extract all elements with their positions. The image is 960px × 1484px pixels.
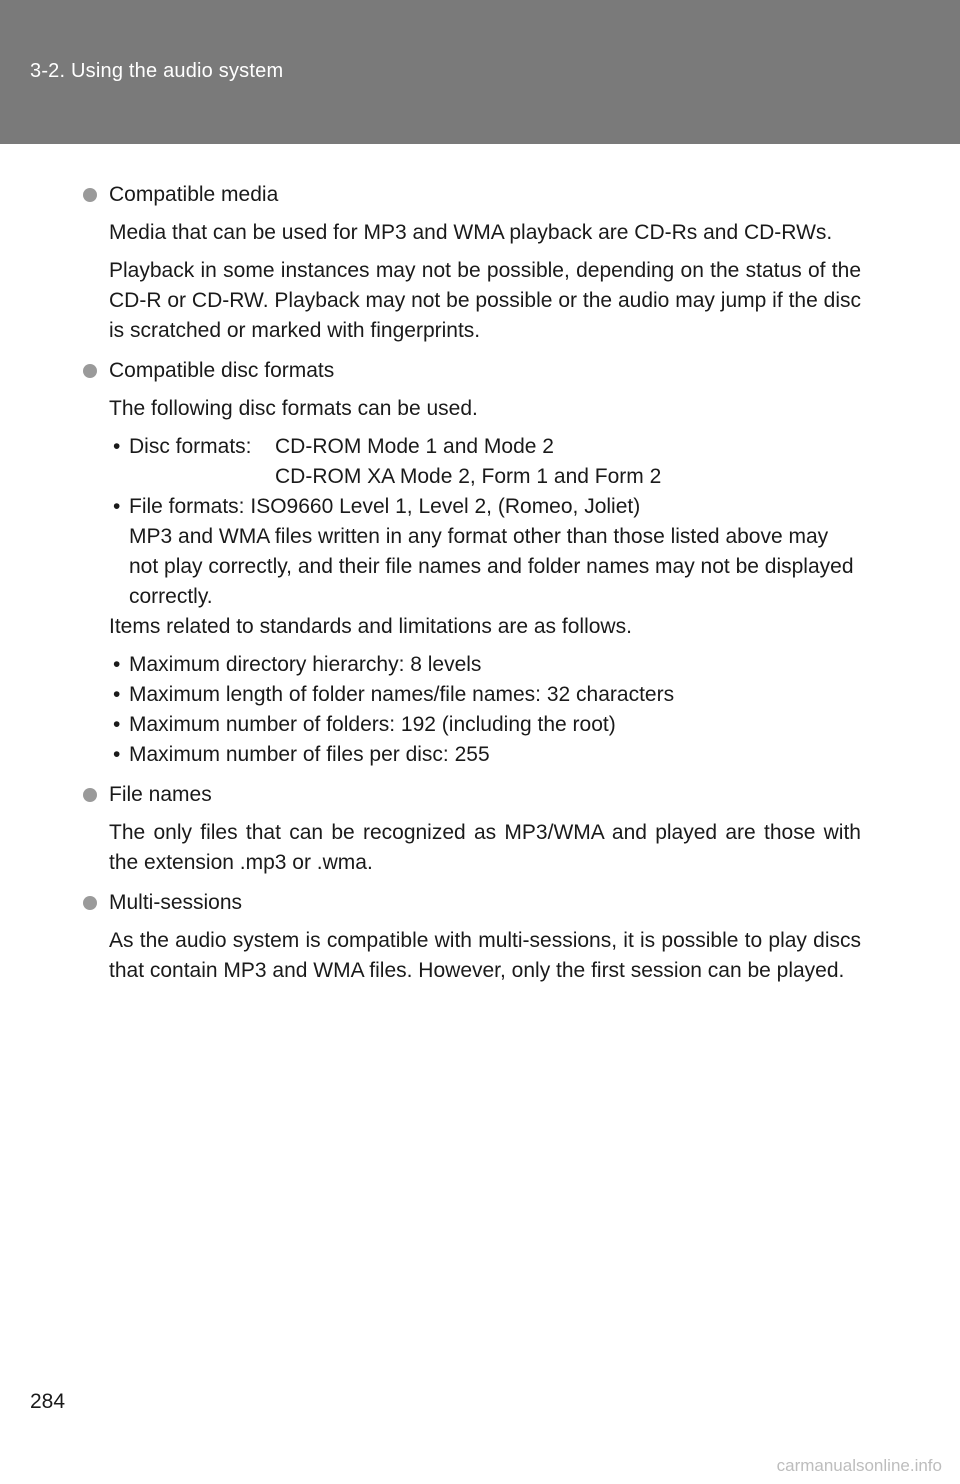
heading-text: File names — [109, 783, 212, 806]
limit-text: Maximum length of folder names/file names: 32 characters — [129, 683, 675, 706]
header-bar — [0, 0, 960, 144]
disc-formats-label: Disc formats: — [129, 435, 252, 458]
list-item — [109, 650, 861, 680]
section-compatible-disc-formats — [83, 356, 861, 770]
paragraph: Media that can be used for MP3 and WMA playback are CD-Rs and CD-RWs. — [109, 221, 833, 244]
heading-text: Compatible media — [109, 183, 279, 206]
disc-formats-value — [275, 432, 661, 492]
bullet-dot-icon — [83, 188, 97, 202]
list-item — [109, 680, 861, 710]
paragraph: Playback in some instances may not be possible, depending on the status of the CD-R or CD-RW. Playback may not be possible or the audio may jump if the disc is scratched or marked with fingerprints. — [109, 259, 861, 342]
file-formats-note: MP3 and WMA files written in any format other than those listed above may not play correctly, and their file names and folder names may not be displayed correctly. — [129, 525, 854, 608]
section-compatible-media — [83, 180, 861, 346]
heading-text: Compatible disc formats — [109, 359, 335, 382]
list-item — [109, 740, 861, 770]
list-bullet: • — [113, 743, 121, 766]
section-multi-sessions — [83, 888, 861, 986]
list-item — [109, 710, 861, 740]
limits-list — [109, 650, 861, 770]
list-item — [109, 492, 861, 612]
watermark: carmanualsonline.info — [776, 1456, 942, 1475]
section-heading — [83, 780, 861, 810]
paragraph: The only files that can be recognized as MP3/WMA and played are those with the extension .mp3 or .wma. — [109, 821, 861, 874]
format-list — [109, 432, 861, 612]
limit-text: Maximum number of folders: 192 (including the root) — [129, 713, 616, 736]
file-formats-text: File formats: ISO9660 Level 1, Level 2, (Romeo, Joliet) — [129, 495, 641, 518]
bullet-dot-icon — [83, 788, 97, 802]
list-item — [109, 432, 861, 492]
list-bullet: • — [113, 713, 121, 736]
section-heading — [83, 356, 861, 386]
list-bullet: • — [113, 495, 121, 518]
section-file-names — [83, 780, 861, 878]
heading-text: Multi-sessions — [109, 891, 243, 914]
section-heading — [83, 888, 861, 918]
list-bullet: • — [113, 653, 121, 676]
paragraph: The following disc formats can be used. — [109, 397, 478, 420]
paragraph: As the audio system is compatible with multi-sessions, it is possible to play discs that contain MP3 and WMA files. However, only the first session can be played. — [109, 929, 861, 982]
disc-format-line: CD-ROM XA Mode 2, Form 1 and Form 2 — [275, 465, 662, 488]
limit-text: Maximum number of files per disc: 255 — [129, 743, 490, 766]
limit-text: Maximum directory hierarchy: 8 levels — [129, 653, 482, 676]
list-bullet: • — [113, 435, 121, 458]
list-bullet: • — [113, 683, 121, 706]
bullet-dot-icon — [83, 364, 97, 378]
paragraph: Items related to standards and limitations are as follows. — [109, 615, 632, 638]
page-number: 284 — [30, 1390, 66, 1413]
section-title: 3-2. Using the audio system — [30, 60, 284, 82]
disc-format-line: CD-ROM Mode 1 and Mode 2 — [275, 435, 554, 458]
section-heading — [83, 180, 861, 210]
page-content — [83, 180, 861, 986]
bullet-dot-icon — [83, 896, 97, 910]
